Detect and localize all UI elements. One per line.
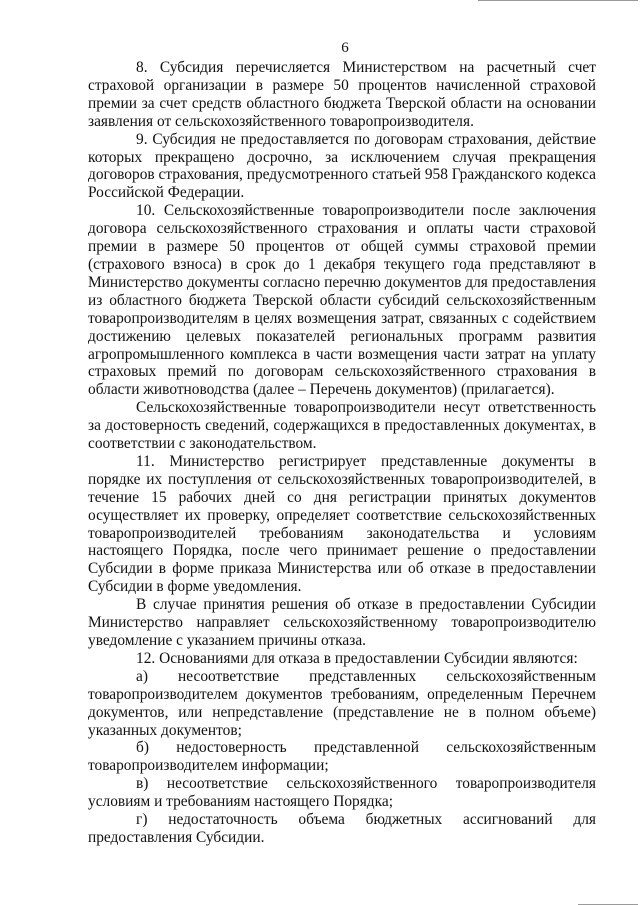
paragraph-subitem-a: а) несоответствие представленных сельскохозяйственным товаропроизводителем документов требованиям, определенным Перечнем документов, или непредставление (представление не в полном объеме) указанных документов; [88,667,596,739]
paragraph-item-10: 10. Сельскохозяйственные товаропроизводители после заключения договора сельскохозяйственного страхования и оплаты части страховой премии в размере 50 процентов от общей суммы страховой премии (страхового взноса) в срок до 1 декабря текущего года представляют в Министерство документы согласно перечню документов для предоставления из областного бюджета Тверской области субсидий сельскохозяйственным товаропроизводителям в целях возмещения затрат, связанных с содействием достижению целевых показателей региональных программ развития агропромышленного комплекса в части возмещения части затрат на уплату страховых премий по договорам сельскохозяйственного страхования в области животноводства (далее – Перечень документов) (прилагается). [88,202,596,399]
paragraph-subitem-v: в) несоответствие сельскохозяйственного товаропроизводителя условиям и требованиям настоящего Порядка; [88,775,596,811]
paragraph-item-12: 12. Основаниями для отказа в предоставлении Субсидии являются: [136,649,578,667]
paragraph-responsibility: Сельскохозяйственные товаропроизводители несут ответственность за достоверность сведений, содержащихся в предоставленных документах, в соответствии с законодательством. [88,399,596,453]
paragraph-subitem-b: б) недостоверность представленной сельскохозяйственным товаропроизводителем информации; [88,739,596,775]
paragraph-item-11: 11. Министерство регистрирует представленные документы в порядке их поступления от сельскохозяйственных товаропроизводителей, в течение 15 рабочих дней со дня регистрации принятых документов осуществляет их проверку, определяет соответствие сельскохозяйственных товаропроизводителей требованиям законодательства и условиям настоящего Порядка, после чего принимает решение о предоставлении Субсидии в форме приказа Министерства или об отказе в предоставлении Субсидии в форме уведомления. [88,452,596,596]
document-body [88,59,596,847]
paragraph-item-8: 8. Субсидия перечисляется Министерством на расчетный счет страховой организации в размере 50 процентов начисленной страховой премии за счет средств областного бюджета Тверской области на основании заявления от сельскохозяйственного товаропроизводителя. [88,59,596,130]
top-edge-line [478,0,638,3]
paragraph-subitem-g: г) недостаточность объема бюджетных ассигнований для предоставления Субсидии. [88,811,596,846]
page-number: 6 [341,40,349,56]
paragraph-refusal-notice: В случае принятия решения об отказе в предоставлении Субсидии Министерство направляет сельскохозяйственному товаропроизводителю уведомление с указанием причины отказа. [88,596,596,649]
paragraph-item-9: 9. Субсидия не предоставляется по договорам страхования, действие которых прекращено досрочно, за исключением случая прекращения договоров страхования, предусмотренного статьей 958 Гражданского кодекса Российской Федерации. [88,130,596,202]
